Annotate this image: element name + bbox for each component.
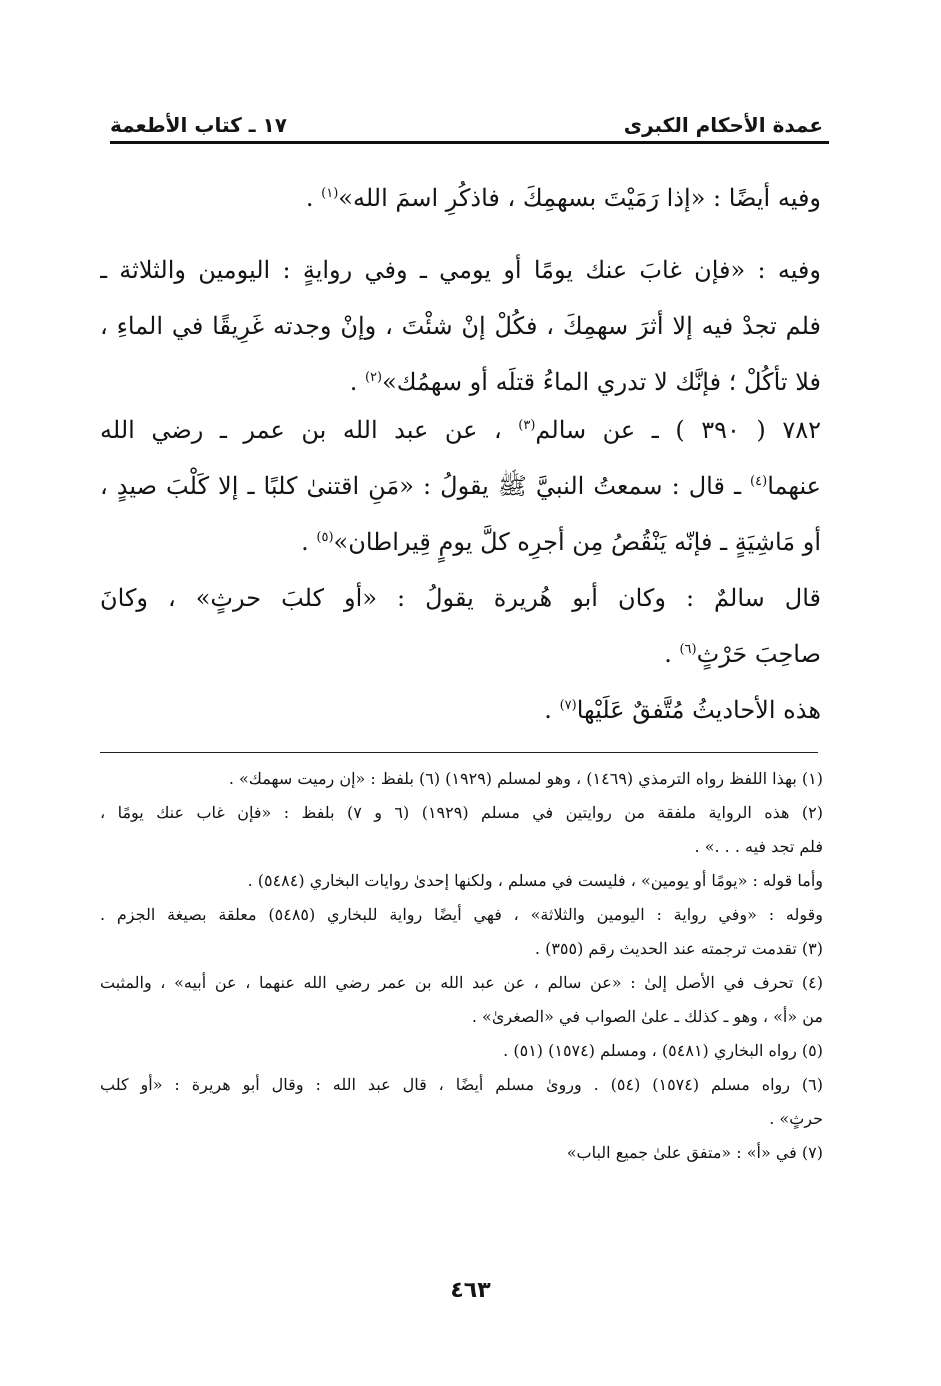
- text-span: عنهما: [767, 472, 821, 500]
- footnote-2-cont: وقوله : «وفي رواية : اليومين والثلاثة» ، فهي أيضًا رواية للبخاري (٥٤٨٥) معلقة بصيغة الجزم .: [100, 905, 823, 924]
- text-span: ، عن عبد الله بن عمر ـ رضي الله: [100, 416, 519, 444]
- text-line: [100, 458, 821, 514]
- text-span: هذه الأحاديثُ مُتَّفقٌ عَلَيْها: [576, 696, 821, 724]
- paragraph-salim: [100, 570, 821, 682]
- footnote-4-cont: من «أ» ، وهو ـ كذلك ـ علىٰ الصواب في «الصغرىٰ» .: [471, 1007, 823, 1026]
- text-line: [100, 626, 821, 682]
- running-header: [110, 100, 823, 140]
- text-span: .: [349, 368, 365, 396]
- footnote-3: (٣) تقدمت ترجمته عند الحديث رقم (٣٥٥) .: [534, 939, 823, 958]
- footnote-5: (٥) رواه البخاري (٥٤٨١) ، ومسلم (١٥٧٤) (٥١) .: [503, 1041, 823, 1060]
- footnote-separator: [100, 752, 818, 753]
- text-span: .: [664, 640, 680, 668]
- text-line: [100, 514, 821, 570]
- footnote-ref[interactable]: (١): [321, 186, 339, 201]
- footnote-4: (٤) تحرف في الأصل إلىٰ : «عن سالم ، عن عبد الله بن عمر رضي الله عنهما ، عن أبيه» ، والمثبت: [100, 973, 823, 992]
- page-number: ٤٦٣: [450, 1278, 491, 1303]
- footnote-ref[interactable]: (٦): [679, 642, 697, 657]
- text-span: أو مَاشِيَةٍ ـ فإنّه يَنْقُصُ مِن أجرِه كلَّ يومٍ قِيراطان»: [333, 528, 821, 556]
- footnote-2-cont: فلم تجد فيه . . .» .: [694, 837, 823, 856]
- footnotes: [100, 762, 823, 1170]
- text-line: فلم تجدْ فيه إلا أثرَ سهمِكَ ، فكُلْ إنْ شئْتَ ، وإنْ وجدته غَرِيقًا في الماءِ ،: [100, 312, 821, 340]
- text-span: .: [544, 696, 560, 724]
- footnote-ref[interactable]: (٣): [518, 418, 536, 433]
- text-line: [100, 682, 821, 738]
- footnote-ref[interactable]: (٢): [364, 370, 383, 385]
- paragraph-2: [100, 242, 821, 410]
- footnote-ref[interactable]: (٧): [559, 698, 577, 713]
- footnote-7: (٧) في «أ» : «متفق علىٰ جميع الباب»: [566, 1143, 823, 1162]
- text-span: صاحِبَ حَرْثٍ: [696, 640, 821, 668]
- book-title: عمدة الأحكام الكبرى: [623, 113, 823, 137]
- chapter-title: ١٧ ـ كتاب الأطعمة: [110, 113, 287, 137]
- footnote-2-cont: وأما قوله : «يومًا أو يومين» ، فليست في مسلم ، ولكنها إحدىٰ روايات البخاري (٥٤٨٤) .: [247, 871, 823, 890]
- paragraph-1: [100, 170, 821, 226]
- text-span: ـ قال : سمعتُ النبيَّ ﷺ يقولُ : «مَنِ اقتنىٰ كلبًا ـ إلا كَلْبَ صيدٍ ،: [100, 472, 751, 500]
- hadith-782: [100, 402, 821, 570]
- text-span: وفيه أيضًا : «إذا رَمَيْتَ بسهمِكَ ، فاذكُرِ اسمَ الله»: [338, 184, 821, 212]
- text-line: [100, 170, 821, 226]
- text-span: فلا تأكُلْ ؛ فإنَّك لا تدري الماءُ قتلَه أو سهمُك»: [382, 368, 821, 396]
- footnote-ref[interactable]: (٥): [316, 530, 334, 545]
- footnote-2: (٢) هذه الرواية ملفقة من روايتين في مسلم (١٩٢٩) (٦ و ٧) بلفظ : «فإن غاب عنك يومًا ،: [100, 803, 823, 822]
- footnote-1: (١) بهذا اللفظ رواه الترمذي (١٤٦٩) ، وهو لمسلم (١٩٢٩) (٦) بلفظ : «إن رميت سهمك» .: [228, 769, 823, 788]
- footnote-ref[interactable]: (٤): [750, 474, 768, 489]
- text-span: .: [301, 528, 317, 556]
- text-line: [100, 402, 821, 458]
- text-line: وفيه : «فإن غابَ عنك يومًا أو يومي ـ وفي روايةٍ : اليومين والثلاثة ـ: [100, 256, 821, 284]
- footnote-6: (٦) رواه مسلم (١٥٧٤) (٥٤) . وروىٰ مسلم أيضًا ، قال عبد الله : وقال أبو هريرة : «أو كلب: [100, 1075, 823, 1094]
- text-line: قال سالمٌ : وكان أبو هُريرة يقولُ : «أو كلبَ حرثٍ» ، وكانَ: [100, 584, 821, 612]
- text-span: ٧٨٢ ( ٣٩٠ ) ـ عن سالم: [535, 416, 821, 444]
- footnote-6-cont: حرثٍ» .: [769, 1109, 823, 1128]
- paragraph-agreed: [100, 682, 821, 738]
- header-rule: [110, 141, 829, 144]
- text-span: .: [305, 184, 322, 212]
